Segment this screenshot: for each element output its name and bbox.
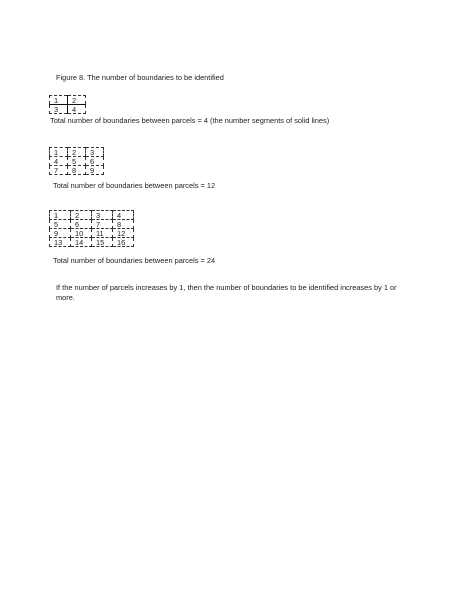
grid-cell: 5 (68, 157, 86, 166)
grid-cell: 6 (71, 220, 92, 229)
grid-cell: 8 (68, 166, 86, 175)
grid-cell: 3 (86, 148, 104, 157)
grid-cell: 12 (113, 229, 134, 238)
grid-caption: Total number of boundaries between parcels = 4 (the number segments of solid lines) (50, 116, 330, 125)
parcel-grid-4x4 (49, 210, 134, 247)
grid-cell: 2 (68, 148, 86, 157)
grid-cell: 4 (113, 211, 134, 220)
grid-row (50, 229, 134, 238)
grid-row (50, 211, 134, 220)
grid-row (50, 96, 86, 105)
grid-row (50, 238, 134, 247)
grid-cell: 8 (113, 220, 134, 229)
grid-row (50, 157, 104, 166)
grid-cell: 1 (50, 96, 68, 105)
conclusion-paragraph: If the number of parcels increases by 1, then the number of boundaries to be identified increases by 1 or more. (56, 283, 397, 302)
grid-row (50, 105, 86, 114)
grid-cell: 4 (68, 105, 86, 114)
grid-row (50, 220, 134, 229)
grid-cell: 3 (50, 105, 68, 114)
grid-cell: 15 (92, 238, 113, 247)
grid-cell: 7 (92, 220, 113, 229)
parcel-grid-2x2 (49, 95, 86, 114)
parcel-grid-3x3 (49, 147, 104, 175)
grid-cell: 10 (71, 229, 92, 238)
grid-cell: 13 (50, 238, 71, 247)
grid-cell: 3 (92, 211, 113, 220)
grid-cell: 7 (50, 166, 68, 175)
grid-cell: 5 (50, 220, 71, 229)
grid-cell: 4 (50, 157, 68, 166)
figure-title: Figure 8. The number of boundaries to be identified (56, 73, 224, 82)
grid-cell: 2 (68, 96, 86, 105)
grid-cell: 1 (50, 148, 68, 157)
grid-cell: 14 (71, 238, 92, 247)
grid-cell: 9 (86, 166, 104, 175)
grid-cell: 1 (50, 211, 71, 220)
grid-cell: 11 (92, 229, 113, 238)
grid-row (50, 148, 104, 157)
grid-caption: Total number of boundaries between parcels = 12 (53, 181, 216, 190)
grid-cell: 2 (71, 211, 92, 220)
grid-cell: 9 (50, 229, 71, 238)
grid-cell: 16 (113, 238, 134, 247)
grid-row (50, 166, 104, 175)
grid-cell: 6 (86, 157, 104, 166)
grid-caption: Total number of boundaries between parcels = 24 (53, 256, 216, 265)
